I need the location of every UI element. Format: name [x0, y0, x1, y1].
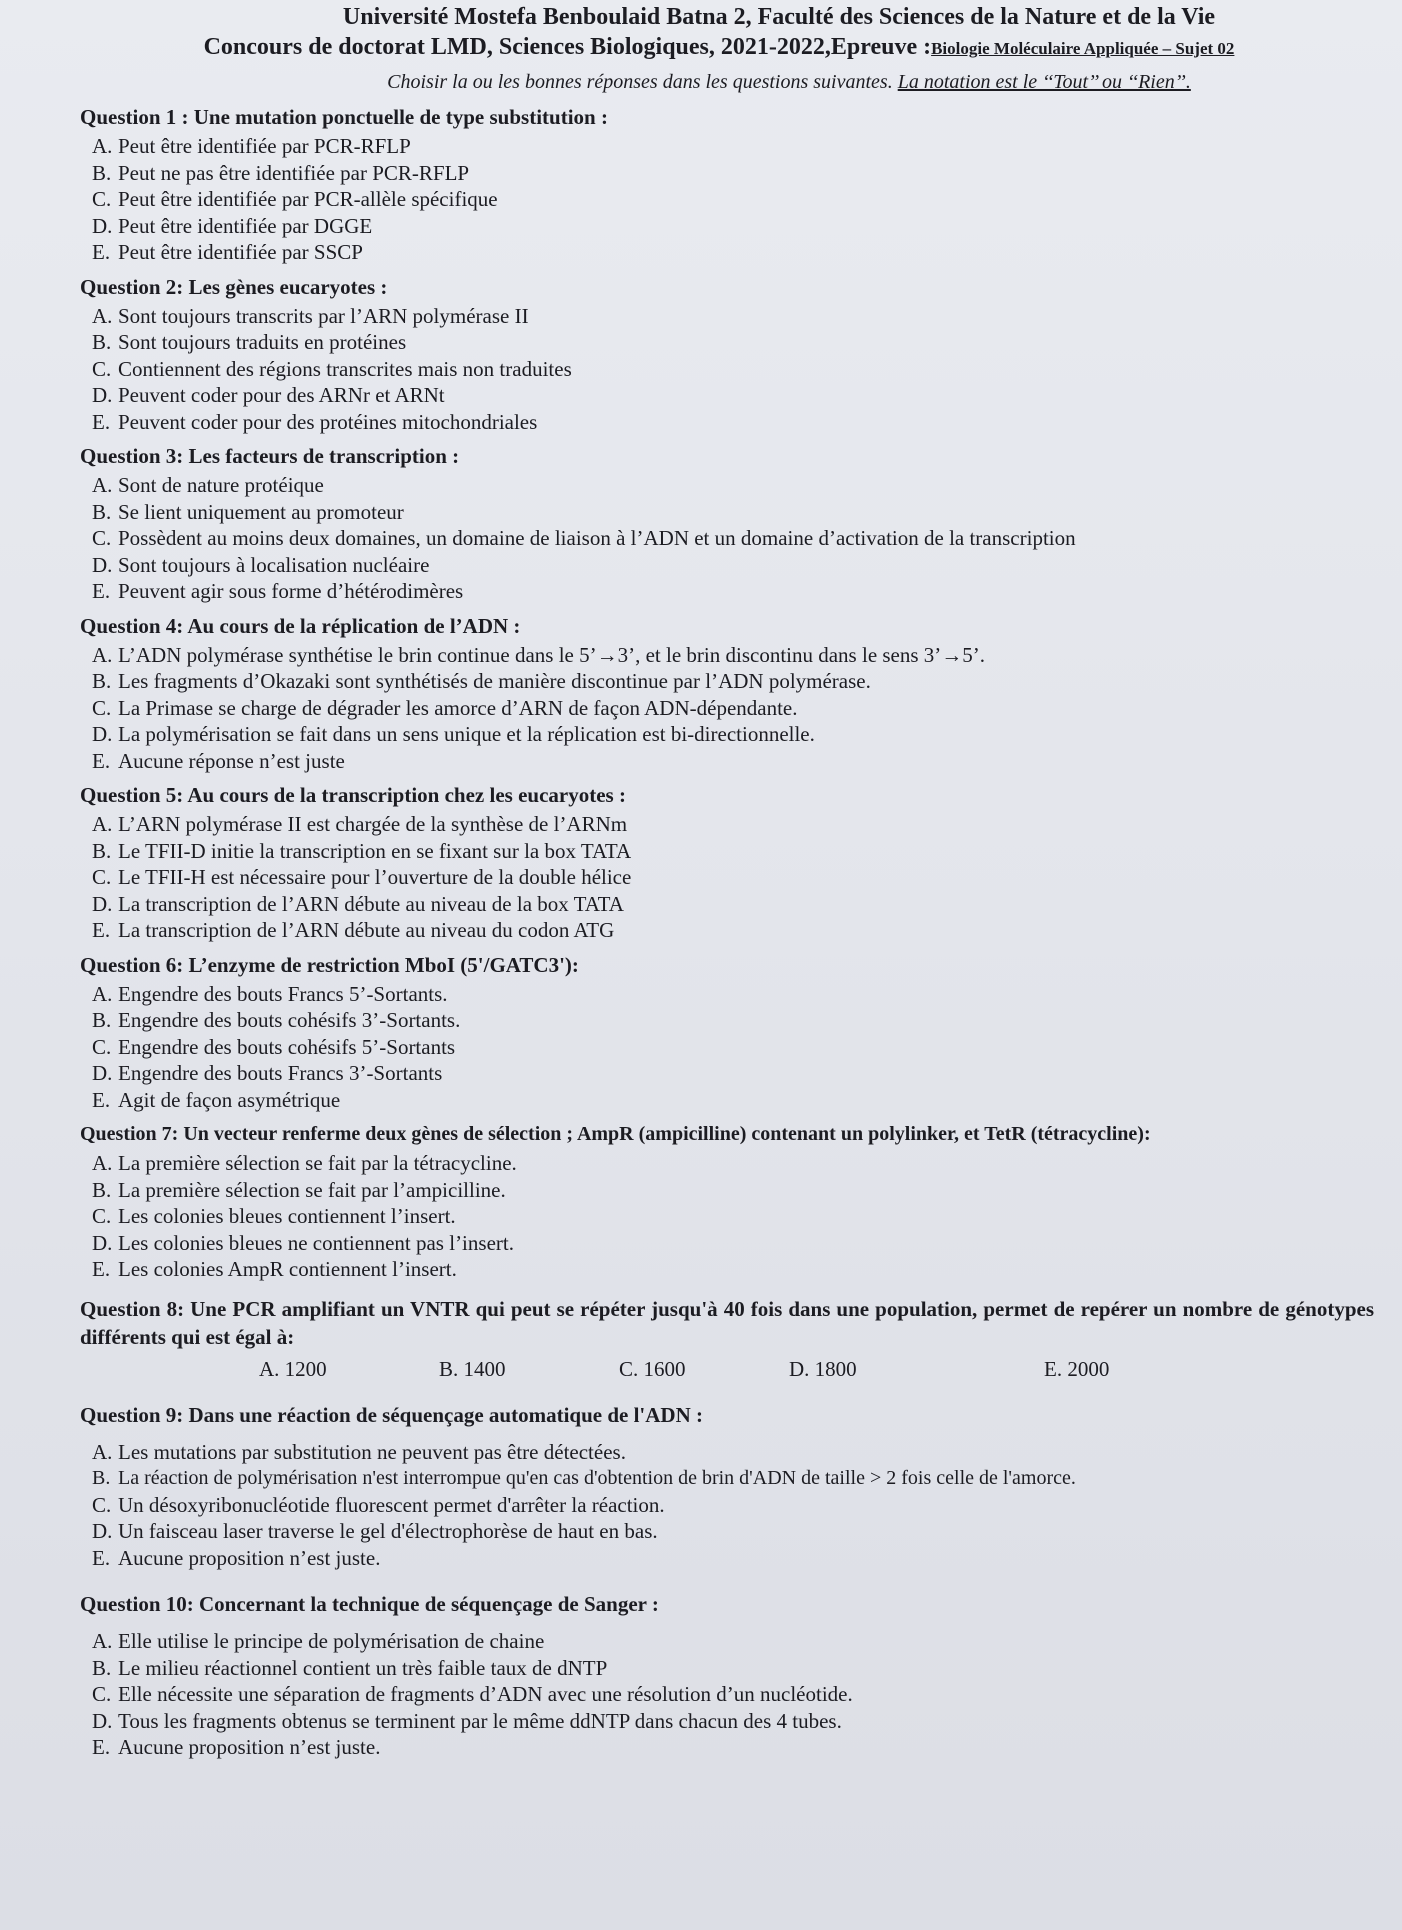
- option-letter: A.: [92, 303, 113, 328]
- option-item: [92, 239, 1374, 266]
- option-letter: C.: [92, 526, 112, 550]
- question-8: [64, 1295, 1374, 1382]
- option-text: Le TFII-D initie la transcription en se fixant sur la box TATA: [118, 838, 632, 863]
- option-list: [64, 1150, 1374, 1283]
- option-item: [92, 1007, 1374, 1034]
- option-letter: B.: [92, 838, 112, 863]
- option-list: [64, 642, 1374, 775]
- question-6: [64, 952, 1374, 1114]
- option-text: Engendre des bouts Francs 5’-Sortants.: [118, 981, 448, 1006]
- exam-header: [64, 0, 1374, 96]
- option-text: L’ARN polymérase II est chargée de la synthèse de l’ARNm: [118, 812, 628, 836]
- option-letter: E.: [92, 1735, 111, 1759]
- option-text: La première sélection se fait par la tétracycline.: [118, 1151, 517, 1175]
- option-list: [64, 1439, 1374, 1572]
- option-item: [92, 525, 1374, 552]
- question-title: Question 3: Les facteurs de transcription :: [80, 444, 460, 468]
- option-text: Un désoxyribonucléotide fluorescent permet d'arrêter la réaction.: [118, 1492, 665, 1517]
- option-item: [92, 864, 1374, 891]
- option-item: [92, 811, 1374, 838]
- option-letter: E.: [92, 409, 111, 434]
- option-text: La première sélection se fait par l’ampicilline.: [118, 1177, 506, 1202]
- option-item: [92, 1087, 1374, 1114]
- exam-title: [64, 32, 1374, 64]
- option-letter: A.: [92, 134, 113, 158]
- option-text: Peut être identifiée par PCR-allèle spécifique: [118, 187, 498, 211]
- option-letter: D.: [92, 891, 113, 916]
- option-item: [92, 917, 1374, 944]
- option-item: [92, 552, 1374, 579]
- question-5: [64, 782, 1374, 944]
- option-item: [92, 186, 1374, 213]
- option-item: [92, 1034, 1374, 1061]
- question-title: Question 1 : Une mutation ponctuelle de type substitution :: [80, 105, 608, 129]
- question-title: Question 8: Une PCR amplifiant un VNTR qui peut se répéter jusqu'à 40 fois dans une population, permet de repérer un nombre de génotypes différents qui est égal à:: [80, 1296, 1374, 1349]
- option-list: [64, 472, 1374, 605]
- option-item: [92, 1203, 1374, 1230]
- option-letter: D.: [92, 383, 113, 407]
- option-letter: C.: [92, 1492, 112, 1517]
- option-text: Peuvent coder pour des protéines mitochondriales: [118, 409, 538, 434]
- option-item: [92, 472, 1374, 499]
- question-4: [64, 613, 1374, 775]
- option-letter: A.: [92, 1439, 113, 1464]
- answer-choices: [64, 1357, 1374, 1382]
- option-text: Sont de nature protéique: [118, 473, 324, 497]
- option-letter: D.: [92, 1230, 113, 1255]
- option-text: Engendre des bouts Francs 3’-Sortants: [118, 1061, 443, 1085]
- question-2: [64, 274, 1374, 436]
- option-item: [92, 1439, 1374, 1466]
- option-text: Les fragments d’Okazaki sont synthétisés de manière discontinue par l’ADN polymérase.: [118, 669, 871, 693]
- option-text: Le milieu réactionnel contient un très faible taux de dNTP: [118, 1655, 608, 1680]
- option-item: [92, 1518, 1374, 1545]
- option-text: Un faisceau laser traverse le gel d'électrophorèse de haut en bas.: [118, 1519, 658, 1543]
- option-letter: E.: [92, 1257, 111, 1281]
- option-item: [92, 409, 1374, 436]
- option-text: Aucune réponse n’est juste: [118, 748, 345, 773]
- option-item: [92, 642, 1374, 669]
- option-letter: A.: [92, 1629, 113, 1653]
- exam-subject: Biologie Moléculaire Appliquée – Sujet 02: [931, 39, 1235, 58]
- question-7: [64, 1121, 1374, 1283]
- option-text: Aucune proposition n’est juste.: [118, 1545, 381, 1570]
- option-item: [92, 1545, 1374, 1572]
- option-item: [92, 1628, 1374, 1655]
- option-text: Les colonies bleues ne contiennent pas l’insert.: [118, 1230, 514, 1255]
- option-text: La réaction de polymérisation n'est interrompue qu'en cas d'obtention de brin d'ADN de taille > 2 fois celle de l'amorce.: [118, 1467, 1076, 1489]
- option-item: [92, 891, 1374, 918]
- option-letter: D.: [92, 213, 113, 238]
- option-letter: C.: [92, 356, 112, 381]
- option-letter: C.: [92, 865, 112, 889]
- question-title: Question 9: Dans une réaction de séquençage automatique de l'ADN :: [80, 1402, 703, 1427]
- option-letter: E.: [92, 1545, 111, 1570]
- option-letter: B.: [92, 499, 112, 524]
- option-letter: C.: [92, 695, 112, 720]
- question-title: Question 4: Au cours de la réplication de l’ADN :: [80, 613, 521, 638]
- option-text: La Primase se charge de dégrader les amorce d’ARN de façon ADN-dépendante.: [118, 695, 798, 720]
- option-letter: A.: [92, 812, 113, 836]
- question-10: [64, 1591, 1374, 1761]
- question-1: [64, 104, 1374, 266]
- option-text: Tous les fragments obtenus se terminent par le même ddNTP dans chacun des 4 tubes.: [118, 1708, 842, 1733]
- option-letter: C.: [92, 1204, 112, 1228]
- option-item: [92, 695, 1374, 722]
- option-text: Contiennent des régions transcrites mais non traduites: [118, 356, 572, 381]
- option-letter: B.: [92, 1008, 112, 1032]
- option-item: [92, 1465, 1374, 1492]
- option-list: [64, 981, 1374, 1114]
- question-title: Question 6: L’enzyme de restriction MboI (5'/GATC3'):: [80, 952, 579, 977]
- option-item: [92, 1230, 1374, 1257]
- option-letter: B.: [92, 330, 112, 354]
- option-list: [64, 133, 1374, 266]
- university-title: Université Mostefa Benboulaid Batna 2, Faculté des Sciences de la Nature et de la Vie: [342, 4, 1216, 30]
- option-letter: C.: [92, 1682, 112, 1706]
- question-9: [64, 1402, 1374, 1572]
- option-letter: E.: [92, 240, 111, 264]
- option-list: [64, 811, 1374, 944]
- option-letter: C.: [92, 187, 112, 211]
- option-letter: D.: [92, 722, 113, 746]
- option-list: [64, 303, 1374, 436]
- option-letter: A.: [92, 473, 113, 497]
- option-item: [92, 382, 1374, 409]
- option-item: [92, 748, 1374, 775]
- option-item: [92, 356, 1374, 383]
- question-title: Question 2: Les gènes eucaryotes :: [80, 274, 388, 299]
- option-text: Elle nécessite une séparation de fragments d’ADN avec une résolution d’un nucléotide.: [118, 1682, 853, 1706]
- instruction-text: Choisir la ou les bonnes réponses dans les questions suivantes.: [387, 71, 893, 93]
- option-item: [92, 133, 1374, 160]
- option-text: Sont toujours à localisation nucléaire: [118, 552, 430, 577]
- option-text: Possèdent au moins deux domaines, un domaine de liaison à l’ADN et un domaine d’activation de la transcription: [118, 526, 1076, 550]
- exam-instructions: [64, 68, 1374, 96]
- question-3: [64, 443, 1374, 605]
- option-text: Peut ne pas être identifiée par PCR-RFLP: [118, 160, 470, 185]
- option-letter: E.: [92, 748, 111, 773]
- option-item: [92, 499, 1374, 526]
- option-list: [64, 1628, 1374, 1761]
- option-item: [92, 1708, 1374, 1735]
- choice-c: C. 1600: [619, 1356, 686, 1381]
- option-text: La transcription de l’ARN débute au niveau de la box TATA: [118, 891, 624, 916]
- option-item: [92, 1655, 1374, 1682]
- option-item: [92, 578, 1374, 605]
- option-item: [92, 1492, 1374, 1519]
- option-letter: B.: [92, 1177, 112, 1202]
- exam-title-prefix: Concours de doctorat LMD, Sciences Biologiques, 2021-2022,Epreuve :: [203, 34, 932, 60]
- option-letter: C.: [92, 1034, 112, 1059]
- option-text: Sont toujours transcrits par l’ARN polymérase II: [118, 303, 529, 328]
- option-letter: E.: [92, 579, 111, 603]
- option-item: [92, 1256, 1374, 1283]
- option-letter: D.: [92, 1519, 113, 1543]
- option-item: [92, 838, 1374, 865]
- option-text: Peut être identifiée par SSCP: [118, 240, 363, 264]
- option-text: Peut être identifiée par PCR-RFLP: [118, 134, 411, 158]
- option-text: Peut être identifiée par DGGE: [118, 213, 373, 238]
- question-title: Question 10: Concernant la technique de séquençage de Sanger :: [80, 1592, 659, 1616]
- option-letter: D.: [92, 552, 113, 577]
- option-text: Les colonies AmpR contiennent l’insert.: [118, 1257, 457, 1281]
- question-title: Question 5: Au cours de la transcription chez les eucaryotes :: [80, 783, 626, 807]
- option-letter: B.: [92, 160, 112, 185]
- option-text: Le TFII-H est nécessaire pour l’ouverture de la double hélice: [118, 865, 632, 889]
- question-title: Question 7: Un vecteur renferme deux gènes de sélection ; AmpR (ampicilline) contenant un polylinker, et TetR (tétracycline):: [80, 1123, 1151, 1145]
- option-item: [92, 329, 1374, 356]
- option-text: Peuvent agir sous forme d’hétérodimères: [118, 579, 464, 603]
- option-item: [92, 1177, 1374, 1204]
- option-text: Engendre des bouts cohésifs 3’-Sortants.: [118, 1008, 461, 1032]
- option-letter: E.: [92, 918, 111, 942]
- option-letter: A.: [92, 642, 113, 667]
- option-text: L’ADN polymérase synthétise le brin continue dans le 5’→3’, et le brin discontinu dans le sens 3’→5’.: [118, 642, 986, 667]
- option-text: Elle utilise le principe de polymérisation de chaine: [118, 1629, 545, 1653]
- option-text: Engendre des bouts cohésifs 5’-Sortants: [118, 1034, 456, 1059]
- option-text: Aucune proposition n’est juste.: [118, 1735, 381, 1759]
- option-letter: D.: [92, 1061, 113, 1085]
- option-text: Sont toujours traduits en protéines: [118, 330, 407, 354]
- choice-e: E. 2000: [1044, 1356, 1110, 1381]
- grading-note: La notation est le ‘‘Tout’’ ou ‘‘Rien’’.: [897, 71, 1191, 93]
- choice-b: B. 1400: [439, 1356, 506, 1381]
- option-item: [92, 1060, 1374, 1087]
- choice-a: A. 1200: [259, 1356, 327, 1381]
- option-item: [92, 1681, 1374, 1708]
- option-letter: B.: [92, 669, 112, 693]
- option-item: [92, 160, 1374, 187]
- option-letter: B.: [92, 1467, 111, 1489]
- choice-d: D. 1800: [789, 1356, 857, 1381]
- option-text: La transcription de l’ARN débute au niveau du codon ATG: [118, 918, 615, 942]
- option-item: [92, 981, 1374, 1008]
- option-item: [92, 1150, 1374, 1177]
- option-letter: A.: [92, 981, 113, 1006]
- option-text: La polymérisation se fait dans un sens unique et la réplication est bi-directionnelle.: [118, 722, 815, 746]
- option-letter: E.: [92, 1087, 111, 1112]
- option-item: [92, 303, 1374, 330]
- option-item: [92, 213, 1374, 240]
- option-item: [92, 668, 1374, 695]
- option-text: Agit de façon asymétrique: [118, 1087, 341, 1112]
- option-text: Peuvent coder pour des ARNr et ARNt: [118, 383, 445, 407]
- option-text: Se lient uniquement au promoteur: [118, 499, 404, 524]
- option-item: [92, 1734, 1374, 1761]
- option-letter: B.: [92, 1655, 112, 1680]
- option-item: [92, 721, 1374, 748]
- option-text: Les mutations par substitution ne peuvent pas être détectées.: [118, 1439, 626, 1464]
- option-letter: D.: [92, 1708, 113, 1733]
- option-letter: A.: [92, 1151, 113, 1175]
- option-text: Les colonies bleues contiennent l’insert.: [118, 1204, 456, 1228]
